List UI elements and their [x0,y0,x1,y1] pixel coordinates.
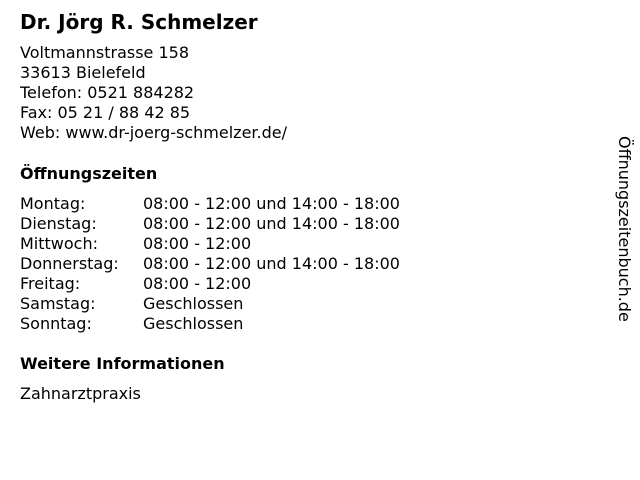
hours-time: 08:00 - 12:00 und 14:00 - 18:00 [143,254,400,273]
hours-day: Montag: [20,194,86,213]
hours-time: 08:00 - 12:00 und 14:00 - 18:00 [143,214,400,233]
hours-row [20,254,400,274]
hours-day: Samstag: [20,294,96,313]
business-category: Zahnarztpraxis [20,384,141,403]
hours-row [20,274,400,294]
opening-hours-heading: Öffnungszeiten [20,164,158,183]
hours-time: 08:00 - 12:00 [143,234,252,253]
hours-time: Geschlossen [143,314,244,333]
hours-time: Geschlossen [143,294,244,313]
hours-row [20,194,400,214]
hours-row [20,214,400,234]
hours-time: 08:00 - 12:00 [143,274,252,293]
hours-day: Mittwoch: [20,234,98,253]
city: 33613 Bielefeld [20,63,146,82]
site-watermark [612,136,636,362]
hours-time: 08:00 - 12:00 und 14:00 - 18:00 [143,194,400,213]
hours-day: Freitag: [20,274,81,293]
hours-row [20,234,400,254]
phone-number: Telefon: 0521 884282 [20,83,195,102]
street-address: Voltmannstrasse 158 [20,43,190,62]
business-name: Dr. Jörg R. Schmelzer [20,10,258,34]
hours-day: Donnerstag: [20,254,119,273]
further-information-heading: Weitere Informationen [20,354,225,373]
opening-hours-table [20,194,400,334]
site-watermark-text: Öffnungszeitenbuch.de [615,136,634,322]
fax-number: Fax: 05 21 / 88 42 85 [20,103,191,122]
hours-row [20,294,400,314]
hours-row [20,314,400,334]
hours-day: Dienstag: [20,214,97,233]
website: Web: www.dr-joerg-schmelzer.de/ [20,123,287,142]
address-block [20,43,287,143]
hours-day: Sonntag: [20,314,92,333]
